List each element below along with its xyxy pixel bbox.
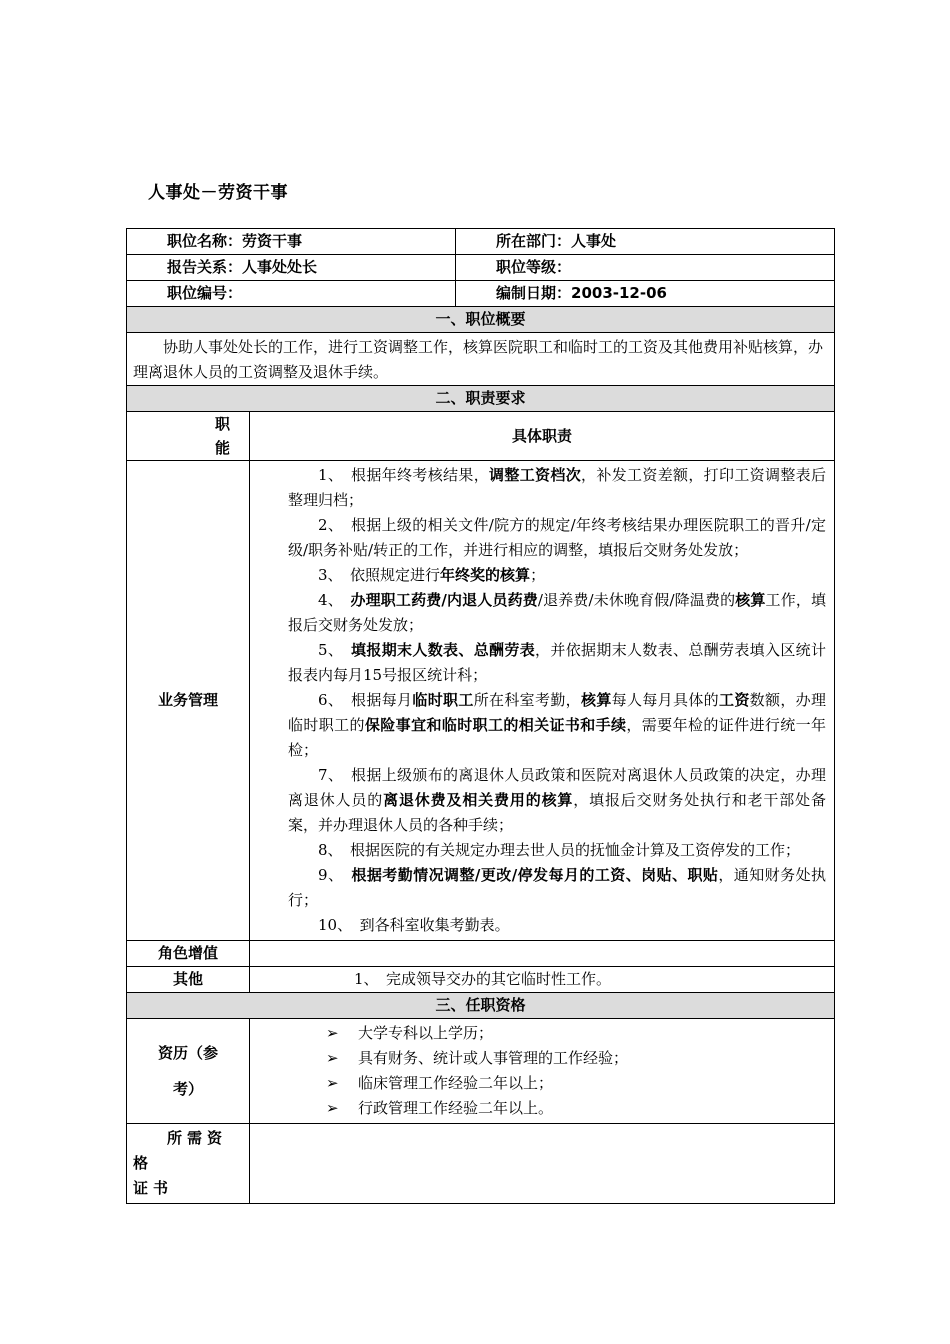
certificate-content: [250, 1124, 835, 1204]
other-content: 1、 完成领导交办的其它临时性工作。: [250, 967, 835, 993]
info-row-1: [127, 229, 835, 255]
duty-item-2: 2、 根据上级的相关文件/院方的规定/年终考核结果办理医院职工的晋升/定级/职务补贴/转正的工作，并进行相应的调整，填报后交财务处发放；: [288, 516, 827, 559]
function-header-char-1: 职: [215, 415, 231, 433]
role-value-content: [250, 941, 835, 967]
duty-item-5: 5、 填报期末人数表、总酬劳表，并依据期末人数表、总酬劳表填入区统计报表内每月15号报区统计科；: [288, 641, 826, 684]
section-header-qualifications: [127, 993, 835, 1019]
education-label-line-1: 资历（参: [157, 1044, 218, 1062]
duty-item-1-bold: 调整工资档次: [489, 466, 582, 484]
duty-item-9-bold: 根据考勤情况调整/更改/停发每月的工资、岗贴、职贴: [351, 866, 719, 884]
duty-item-9: 9、 根据考勤情况调整/更改/停发每月的工资、岗贴、职贴，通知财务处执行；: [288, 866, 827, 909]
duty-item-8: 8、 根据医院的有关规定办理去世人员的抚恤金计算及工资停发的工作；: [318, 841, 801, 859]
duty-item-4-bold: 办理职工药费/内退人员药费: [350, 591, 538, 609]
duty-item-6-bold-4: 保险事宜和临时职工的相关证书和手续: [364, 716, 627, 734]
other-label: 其他: [127, 967, 250, 993]
function-header-char-2: 能: [215, 439, 231, 457]
reports-to: 报告关系：人事处处长: [127, 255, 456, 281]
business-row: [127, 461, 835, 941]
section-title: 二、职责要求: [127, 386, 835, 412]
education-label: [127, 1019, 250, 1124]
education-item: ➢ 临床管理工作经验二年以上；: [326, 1071, 834, 1096]
duty-item-7: 7、 根据上级颁布的离退休人员政策和医院对离退休人员政策的决定，办理离退休人员的离退休费及相关费用的核算，填报后交财务处执行和老干部处备案，并办理退休人员的各种手续；: [288, 766, 827, 834]
section-header-duties: [127, 386, 835, 412]
function-header: [127, 412, 250, 461]
duty-item-4: 4、 办理职工药费/内退人员药费/退养费/未休晚育假/降温费的核算工作，填报后交财务处发放；: [288, 591, 826, 634]
role-value-row: [127, 941, 835, 967]
certificate-row: [127, 1124, 835, 1204]
page-title: 人事处－劳资干事: [148, 183, 288, 203]
duty-item-6-bold-3: 工资: [718, 691, 750, 709]
duty-item-1: 1、 根据年终考核结果，调整工资档次，补发工资差额，打印工资调整表后整理归档；: [288, 466, 827, 509]
job-description-table: [126, 228, 835, 1204]
section-header-overview: [127, 307, 835, 333]
arrow-bullet-icon: ➢: [326, 1099, 339, 1117]
education-item: ➢ 大学专科以上学历；: [326, 1021, 834, 1046]
arrow-bullet-icon: ➢: [326, 1024, 339, 1042]
info-row-3: [127, 281, 835, 307]
duty-item-6-bold: 临时职工: [412, 691, 474, 709]
business-duties: [250, 461, 835, 941]
duty-item-4-bold-2: 核算: [735, 591, 766, 609]
education-list: [250, 1019, 835, 1124]
duty-item-10: 10、 到各科室收集考勤表。: [318, 916, 510, 934]
overview-text: 协助人事处处长的工作，进行工资调整工作，核算医院职工和临时工的工资及其他费用补贴核算，办理离退休人员的工资调整及退休手续。: [127, 333, 835, 386]
duty-item-6: 6、 根据每月临时职工所在科室考勤，核算每人每月具体的工资数额，办理临时职工的保险事宜和临时职工的相关证书和手续，需要年检的证件进行统一年检；: [288, 691, 827, 759]
business-label: 业务管理: [127, 461, 250, 941]
arrow-bullet-icon: ➢: [326, 1074, 339, 1092]
duty-item-3-bold: 年终奖的核算: [440, 566, 531, 584]
department: 所在部门：人事处: [456, 229, 835, 255]
duty-item-3: 3、 依照规定进行年终奖的核算；: [318, 566, 546, 584]
certificate-label-line-1: 所需资格: [133, 1129, 228, 1172]
overview-row: [127, 333, 835, 386]
compile-date: 编制日期：2003-12-06: [456, 281, 835, 307]
duty-item-7-bold: 离退休费及相关费用的核算: [383, 791, 574, 809]
education-label-line-2: 考）: [172, 1080, 203, 1098]
duty-item-5-bold: 填报期末人数表、总酬劳表: [351, 641, 536, 659]
education-row: [127, 1019, 835, 1124]
education-item: ➢ 具有财务、统计或人事管理的工作经验；: [326, 1046, 834, 1071]
duty-item-6-bold-2: 核算: [581, 691, 612, 709]
info-row-2: [127, 255, 835, 281]
role-value-label: 角色增值: [127, 941, 250, 967]
education-item: ➢ 行政管理工作经验二年以上。: [326, 1096, 834, 1121]
section-title: 三、任职资格: [127, 993, 835, 1019]
certificate-label: [127, 1124, 250, 1204]
duty-header-row: [127, 412, 835, 461]
certificate-label-line-2: 证书: [133, 1179, 174, 1197]
position-grade: 职位等级：: [456, 255, 835, 281]
position-name: 职位名称：劳资干事: [127, 229, 456, 255]
section-title: 一、职位概要: [127, 307, 835, 333]
arrow-bullet-icon: ➢: [326, 1049, 339, 1067]
other-row: [127, 967, 835, 993]
position-code: 职位编号：: [127, 281, 456, 307]
detail-header: 具体职责: [250, 412, 835, 461]
